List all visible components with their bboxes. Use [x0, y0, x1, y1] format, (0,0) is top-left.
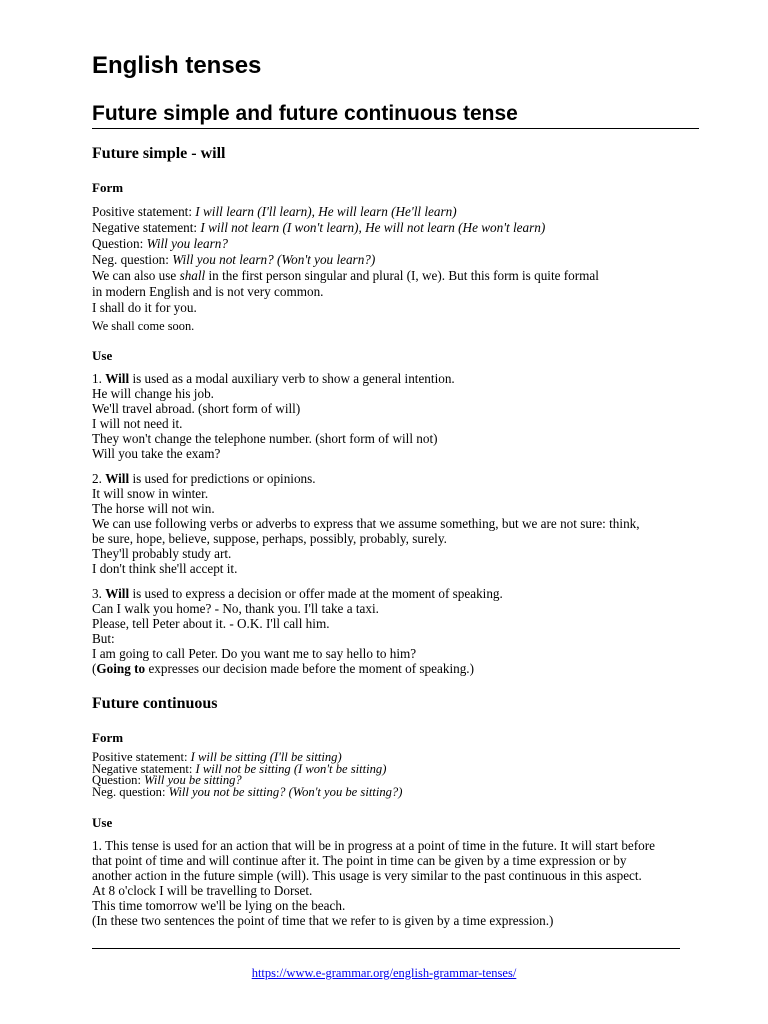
fs-shall-example: I shall do it for you. [92, 300, 197, 315]
example-line: At 8 o'clock I will be travelling to Dorset. [92, 883, 313, 898]
fs-use-2 [92, 471, 640, 576]
fc-use-line: that point of time and will continue after it. The point in time can be given by a time expression or by [92, 853, 627, 868]
example-line: This time tomorrow we'll be lying on the beach. [92, 898, 346, 913]
example-line: He will change his job. [92, 386, 214, 401]
fc-positive-statement: Positive statement: I will be sitting (I'll be sitting) [92, 750, 342, 764]
example-line: Please, tell Peter about it. - O.K. I'll call him. [92, 616, 330, 631]
fc-use-heading: Use [92, 815, 113, 830]
future-simple-heading: Future simple - will [92, 145, 226, 162]
example-line: But: [92, 631, 115, 646]
example-line: I am going to call Peter. Do you want me to say hello to him? [92, 646, 417, 661]
footer-source-link[interactable]: https://www.e-grammar.org/english-grammar-tenses/ [251, 966, 517, 980]
fc-use-line: another action in the future simple (will). This usage is very similar to the past continuous in this aspect. [92, 868, 642, 883]
fc-neg-question: Neg. question: Will you not be sitting? (Won't you be sitting?) [92, 785, 403, 800]
fs-form-block [92, 204, 599, 316]
fs-shall-example: We shall come soon. [92, 319, 195, 333]
page-subtitle: Future simple and future continuous tense [92, 102, 518, 125]
fs-use-heading: Use [92, 348, 113, 363]
fc-use-1 [92, 838, 655, 928]
example-line: We can use following verbs or adverbs to express that we assume something, but we are not sure: think, [92, 516, 640, 531]
going-to-note: (Going to expresses our decision made before the moment of speaking.) [92, 661, 474, 676]
example-line: Will you take the exam? [92, 446, 221, 461]
example-line: be sure, hope, believe, suppose, perhaps, possibly, probably, surely. [92, 531, 447, 546]
fc-form-block [92, 752, 402, 799]
fc-question: Question: Will you be sitting? [92, 773, 242, 788]
fs-neg-question: Neg. question: Will you not learn? (Won't you learn?) [92, 252, 376, 267]
fc-use-note: (In these two sentences the point of time that we refer to is given by a time expression.) [92, 913, 554, 928]
example-line: They'll probably study art. [92, 546, 232, 561]
fs-question: Question: Will you learn? [92, 236, 228, 251]
fc-form-heading: Form [92, 730, 124, 745]
fs-shall-note: We can also use shall in the first person singular and plural (I, we). But this form is quite formal [92, 268, 599, 283]
title-divider [92, 128, 699, 129]
fs-positive-statement: Positive statement: I will learn (I'll learn), He will learn (He'll learn) [92, 204, 457, 219]
use-1-rule: 1. Will is used as a modal auxiliary verb to show a general intention. [92, 371, 455, 386]
example-line: It will snow in winter. [92, 486, 209, 501]
page-title: English tenses [92, 52, 262, 79]
use-2-rule: 2. Will is used for predictions or opinions. [92, 471, 316, 486]
fs-use-3 [92, 586, 503, 676]
use-3-rule: 3. Will is used to express a decision or offer made at the moment of speaking. [92, 586, 503, 601]
fc-use-line: 1. This tense is used for an action that will be in progress at a point of time in the future. It will start before [92, 838, 656, 853]
example-line: I will not need it. [92, 416, 183, 431]
future-continuous-heading: Future continuous [92, 695, 218, 712]
footer-divider [92, 948, 680, 949]
example-line: Can I walk you home? - No, thank you. I'll take a taxi. [92, 601, 379, 616]
example-line: We'll travel abroad. (short form of will) [92, 401, 301, 416]
example-line: The horse will not win. [92, 501, 215, 516]
fs-form-heading: Form [92, 180, 124, 195]
example-line: I don't think she'll accept it. [92, 561, 238, 576]
fc-negative-statement: Negative statement: I will not be sitting (I won't be sitting) [92, 761, 387, 776]
fs-shall-note-cont: in modern English and is not very common. [92, 284, 324, 299]
fs-use-1 [92, 371, 455, 461]
fs-negative-statement: Negative statement: I will not learn (I won't learn), He will not learn (He won't learn) [92, 220, 546, 235]
example-line: They won't change the telephone number. (short form of will not) [92, 431, 438, 446]
